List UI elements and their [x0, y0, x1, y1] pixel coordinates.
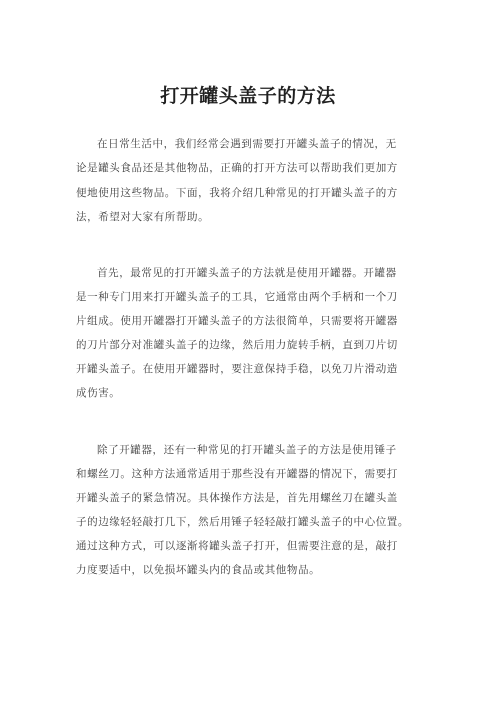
paragraph-line: 是一种专门用来打开罐头盖子的工具，它通常由两个手柄和一个刀	[76, 291, 398, 303]
paragraph-line: 开罐头盖子的紧急情况。具体操作方法是，首先用螺丝刀在罐头盖	[76, 492, 398, 504]
paragraph-line: 力度要适中，以免损坏罐头内的食品或其他物品。	[76, 564, 321, 576]
paragraph-line: 片组成。使用开罐器打开罐头盖子的方法很简单，只需要将开罐器	[76, 315, 398, 327]
paragraph-line: 子的边缘轻轻敲打几下，然后用锤子轻轻敲打罐头盖子的中心位置。	[76, 516, 409, 528]
paragraph-line: 成伤害。	[76, 387, 121, 399]
paragraph-line: 通过这种方式，可以逐渐将罐头盖子打开，但需要注意的是，敲打	[76, 540, 398, 552]
paragraph-line: 论是罐头食品还是其他物品，正确的打开方法可以帮助我们更加方	[76, 162, 398, 174]
paragraph-line: 除了开罐器，还有一种常见的打开罐头盖子的方法是使用锤子	[97, 444, 397, 456]
paragraph-line: 开罐头盖子。在使用开罐器时，要注意保持手稳，以免刀片滑动造	[76, 363, 398, 375]
paragraph-line: 法，希望对大家有所帮助。	[76, 211, 210, 223]
paragraph-line: 的刀片部分对准罐头盖子的边缘，然后用力旋转手柄，直到刀片切	[76, 339, 398, 351]
paragraph-line: 和螺丝刀。这种方法通常适用于那些没有开罐器的情况下，需要打	[76, 468, 398, 480]
document-title: 打开罐头盖子的方法	[160, 85, 336, 107]
paragraph-line: 便地使用这些物品。下面，我将介绍几种常见的打开罐头盖子的方	[76, 187, 398, 199]
paragraph-line: 首先，最常见的打开罐头盖子的方法就是使用开罐器。开罐器	[97, 267, 397, 279]
paragraph-line: 在日常生活中，我们经常会遇到需要打开罐头盖子的情况，无	[97, 138, 397, 150]
